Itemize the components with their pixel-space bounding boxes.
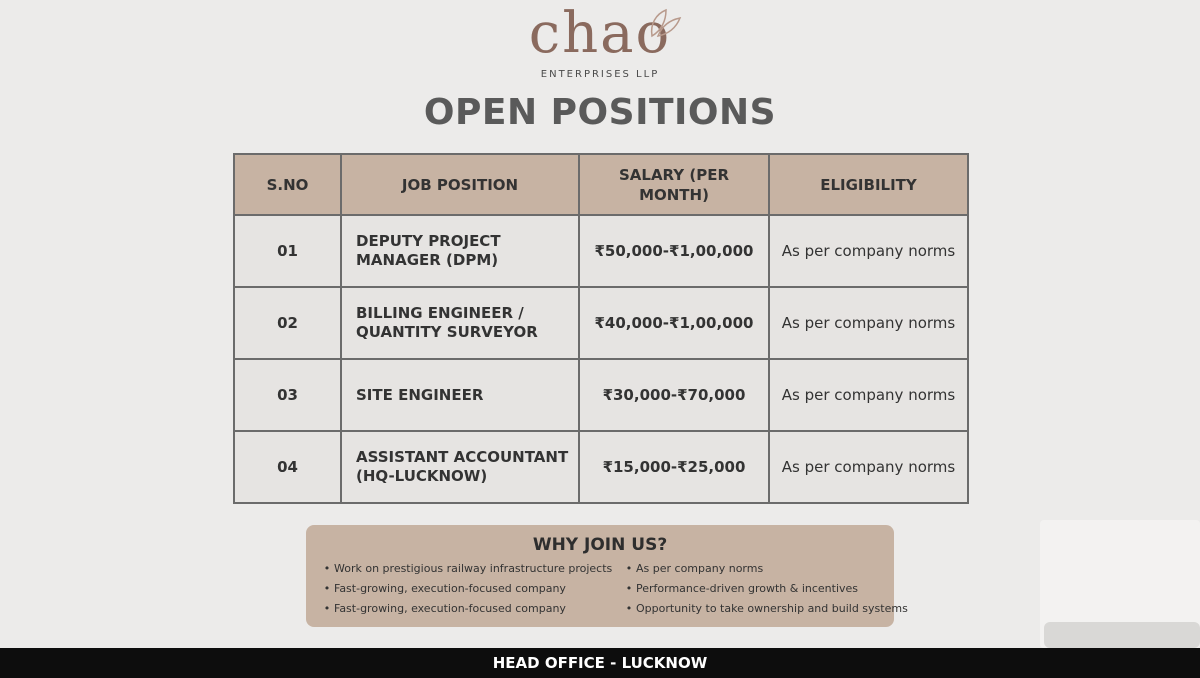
cell-eligibility: As per company norms bbox=[769, 215, 968, 287]
cell-sno: 03 bbox=[234, 359, 341, 431]
bullet-icon: • bbox=[323, 602, 331, 615]
bullet-icon: • bbox=[625, 562, 633, 575]
table-row bbox=[234, 431, 968, 503]
leaf-icon bbox=[644, 6, 684, 40]
list-item bbox=[320, 579, 612, 599]
bullet-icon: • bbox=[625, 602, 633, 615]
positions-table bbox=[233, 153, 969, 504]
decorative-roll bbox=[1044, 622, 1200, 648]
header-salary bbox=[579, 154, 769, 215]
why-join-us-panel bbox=[306, 525, 908, 627]
position-line1: BILLING ENGINEER / bbox=[356, 304, 524, 322]
table-row bbox=[234, 287, 968, 359]
logo-wordmark: chao bbox=[528, 1, 672, 66]
bullet-icon: • bbox=[625, 582, 633, 595]
header-salary-text: SALARY (PER MONTH) bbox=[618, 165, 730, 204]
cell-eligibility: As per company norms bbox=[769, 359, 968, 431]
position-line1: ASSISTANT ACCOUNTANT bbox=[356, 448, 569, 466]
cell-position bbox=[341, 215, 579, 287]
footer-head-office: HEAD OFFICE - LUCKNOW bbox=[0, 648, 1200, 678]
position-line1: DEPUTY PROJECT bbox=[356, 232, 501, 250]
benefits-list-left bbox=[320, 559, 612, 619]
position-line2: (HQ-LUCKNOW) bbox=[356, 467, 488, 485]
table-row bbox=[234, 215, 968, 287]
benefit-text: As per company norms bbox=[636, 562, 764, 575]
cell-sno: 02 bbox=[234, 287, 341, 359]
table-header-row bbox=[234, 154, 968, 215]
table-row bbox=[234, 359, 968, 431]
cell-eligibility: As per company norms bbox=[769, 287, 968, 359]
list-item bbox=[622, 579, 908, 599]
benefit-text: Opportunity to take ownership and build systems bbox=[636, 602, 908, 615]
header-eligibility: ELIGIBILITY bbox=[769, 154, 968, 215]
logo-subtitle: ENTERPRISES LLP bbox=[540, 69, 660, 80]
page-title: OPEN POSITIONS bbox=[423, 92, 777, 133]
cell-eligibility: As per company norms bbox=[769, 431, 968, 503]
cell-position bbox=[341, 431, 579, 503]
cell-sno: 01 bbox=[234, 215, 341, 287]
cell-position bbox=[341, 359, 579, 431]
cell-position bbox=[341, 287, 579, 359]
list-item bbox=[320, 559, 612, 579]
benefit-text: Work on prestigious railway infrastructure projects bbox=[334, 562, 613, 575]
benefit-text: Performance-driven growth & incentives bbox=[636, 582, 859, 595]
cell-sno: 04 bbox=[234, 431, 341, 503]
benefits-list-right bbox=[622, 559, 908, 619]
cell-salary: ₹15,000-₹25,000 bbox=[579, 431, 769, 503]
benefit-text: Fast-growing, execution-focused company bbox=[334, 582, 566, 595]
header-sno: S.NO bbox=[234, 154, 341, 215]
position-line2: QUANTITY SURVEYOR bbox=[356, 323, 538, 341]
cell-salary: ₹30,000-₹70,000 bbox=[579, 359, 769, 431]
cell-salary: ₹40,000-₹1,00,000 bbox=[579, 287, 769, 359]
list-item bbox=[622, 559, 908, 579]
list-item bbox=[320, 599, 612, 619]
bullet-icon: • bbox=[323, 582, 331, 595]
position-line1: SITE ENGINEER bbox=[356, 385, 484, 404]
cell-salary: ₹50,000-₹1,00,000 bbox=[579, 215, 769, 287]
header-job-position: JOB POSITION bbox=[341, 154, 579, 215]
benefit-text: Fast-growing, execution-focused company bbox=[334, 602, 566, 615]
bullet-icon: • bbox=[323, 562, 331, 575]
why-join-us-title: WHY JOIN US? bbox=[532, 535, 668, 555]
position-line2: MANAGER (DPM) bbox=[356, 251, 499, 269]
list-item bbox=[622, 599, 908, 619]
